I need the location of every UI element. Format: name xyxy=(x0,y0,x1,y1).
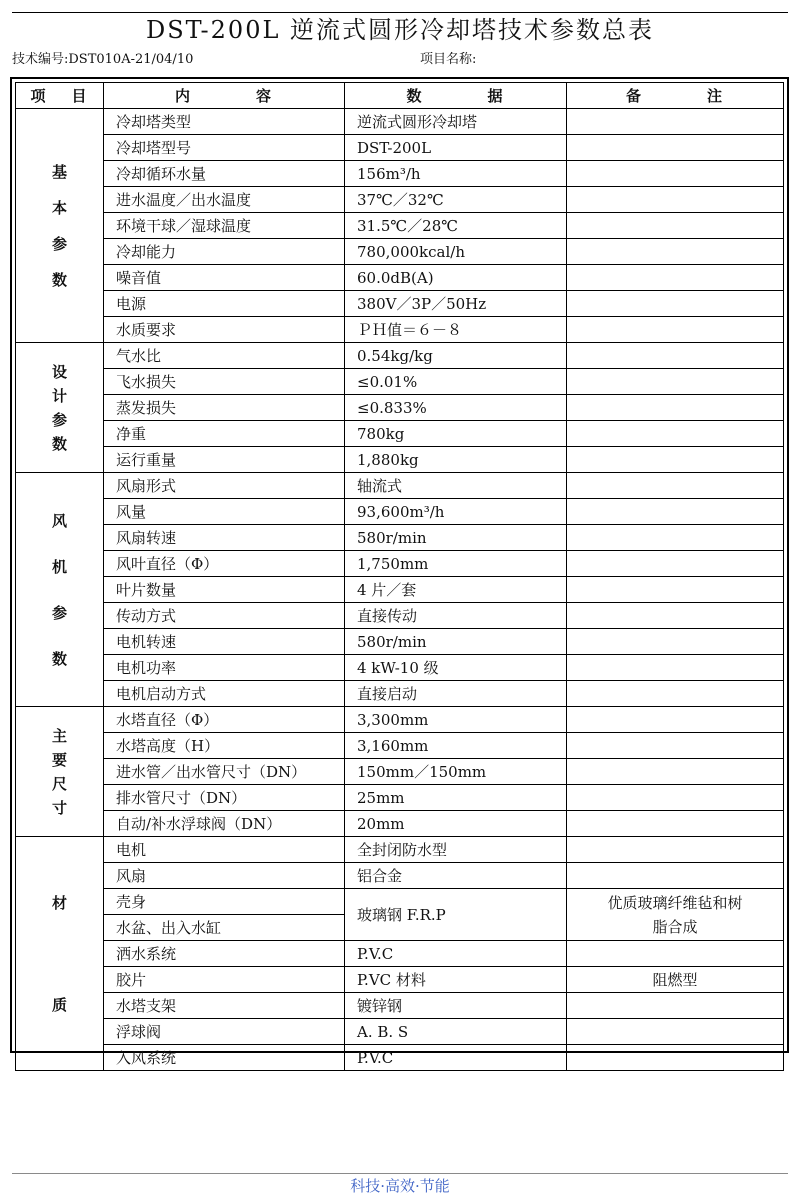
category-char: 机 xyxy=(51,557,67,576)
table-row xyxy=(16,395,784,421)
header-note: 备 注 xyxy=(567,83,784,109)
table-row xyxy=(16,1045,784,1071)
table-row xyxy=(16,941,784,967)
category-cell xyxy=(16,707,104,837)
content-cell: 冷却能力 xyxy=(104,239,345,265)
parameter-table-frame xyxy=(10,77,789,1067)
content-cell: 电机启动方式 xyxy=(104,681,345,707)
category-char: 主 xyxy=(51,726,67,745)
table-row xyxy=(16,707,784,733)
table-row xyxy=(16,577,784,603)
table-row xyxy=(16,993,784,1019)
table-row xyxy=(16,499,784,525)
note-cell xyxy=(567,317,784,343)
data-cell: 93,600m³/h xyxy=(345,499,567,525)
data-cell: P.VC 材料 xyxy=(345,967,567,993)
note-cell xyxy=(567,1045,784,1071)
note-cell xyxy=(567,655,784,681)
content-cell: 电机功率 xyxy=(104,655,345,681)
data-cell: A. B. S xyxy=(345,1019,567,1045)
bottom-rule xyxy=(12,1173,788,1174)
category-char: 参 xyxy=(51,234,67,253)
data-cell: DST-200L xyxy=(345,135,567,161)
category-char: 材 xyxy=(51,893,67,912)
category-cell xyxy=(16,109,104,343)
content-cell: 壳身 xyxy=(104,889,345,915)
note-cell xyxy=(567,811,784,837)
category-char: 要 xyxy=(51,750,67,769)
data-cell: 3,160mm xyxy=(345,733,567,759)
content-cell: 风量 xyxy=(104,499,345,525)
note-cell xyxy=(567,265,784,291)
content-cell: 风扇形式 xyxy=(104,473,345,499)
content-cell: 风叶直径（Φ） xyxy=(104,551,345,577)
data-cell: 镀锌钢 xyxy=(345,993,567,1019)
table-row xyxy=(16,343,784,369)
content-cell: 胶片 xyxy=(104,967,345,993)
table-row xyxy=(16,811,784,837)
table-row xyxy=(16,733,784,759)
table-row xyxy=(16,889,784,915)
data-cell: 20mm xyxy=(345,811,567,837)
note-cell xyxy=(567,291,784,317)
data-cell: ＰＨ值＝６－８ xyxy=(345,317,567,343)
note-cell: 阻燃型 xyxy=(567,967,784,993)
content-cell: 风扇转速 xyxy=(104,525,345,551)
note-cell xyxy=(567,681,784,707)
table-row xyxy=(16,967,784,993)
note-cell xyxy=(567,863,784,889)
header-data: 数 据 xyxy=(345,83,567,109)
note-cell xyxy=(567,993,784,1019)
header-item: 项 目 xyxy=(16,83,104,109)
content-cell: 叶片数量 xyxy=(104,577,345,603)
content-cell: 水塔直径（Φ） xyxy=(104,707,345,733)
data-cell: ≤0.833% xyxy=(345,395,567,421)
table-row xyxy=(16,525,784,551)
table-row xyxy=(16,161,784,187)
category-char: 质 xyxy=(51,995,67,1014)
content-cell: 洒水系统 xyxy=(104,941,345,967)
table-row xyxy=(16,135,784,161)
note-cell xyxy=(567,1019,784,1045)
table-row xyxy=(16,837,784,863)
category-char: 数 xyxy=(51,649,67,668)
data-cell: 铝合金 xyxy=(345,863,567,889)
content-cell: 进水管／出水管尺寸（DN） xyxy=(104,759,345,785)
content-cell: 水质要求 xyxy=(104,317,345,343)
table-row xyxy=(16,291,784,317)
note-cell xyxy=(567,629,784,655)
content-cell: 电机 xyxy=(104,837,345,863)
content-cell: 环境干球／湿球温度 xyxy=(104,213,345,239)
table-row xyxy=(16,213,784,239)
content-cell: 浮球阀 xyxy=(104,1019,345,1045)
data-cell: 全封闭防水型 xyxy=(345,837,567,863)
content-cell: 入风系统 xyxy=(104,1045,345,1071)
table-row xyxy=(16,421,784,447)
note-cell xyxy=(567,603,784,629)
note-cell xyxy=(567,525,784,551)
table-row xyxy=(16,473,784,499)
data-cell: 580r/min xyxy=(345,629,567,655)
table-row xyxy=(16,759,784,785)
content-cell: 冷却塔类型 xyxy=(104,109,345,135)
content-cell: 排水管尺寸（DN） xyxy=(104,785,345,811)
header-row xyxy=(16,83,784,109)
table-row xyxy=(16,655,784,681)
category-char: 参 xyxy=(51,410,67,429)
content-cell: 蒸发损失 xyxy=(104,395,345,421)
table-row xyxy=(16,265,784,291)
data-cell: P.V.C xyxy=(345,941,567,967)
data-cell: 150mm／150mm xyxy=(345,759,567,785)
data-cell: 1,750mm xyxy=(345,551,567,577)
note-cell xyxy=(567,395,784,421)
data-cell: 60.0dB(A) xyxy=(345,265,567,291)
note-cell xyxy=(567,707,784,733)
note-cell xyxy=(567,213,784,239)
note-cell xyxy=(567,759,784,785)
table-row xyxy=(16,369,784,395)
content-cell: 冷却循环水量 xyxy=(104,161,345,187)
data-cell: ≤0.01% xyxy=(345,369,567,395)
note-cell xyxy=(567,499,784,525)
note-cell xyxy=(567,109,784,135)
table-row xyxy=(16,447,784,473)
note-cell xyxy=(567,447,784,473)
category-cell xyxy=(16,343,104,473)
content-cell: 水塔高度（H） xyxy=(104,733,345,759)
content-cell: 电机转速 xyxy=(104,629,345,655)
category-char: 本 xyxy=(51,198,67,217)
table-row xyxy=(16,109,784,135)
content-cell: 噪音值 xyxy=(104,265,345,291)
note-cell xyxy=(567,421,784,447)
content-cell: 气水比 xyxy=(104,343,345,369)
category-char: 尺 xyxy=(51,774,67,793)
category-char: 基 xyxy=(51,162,67,181)
table-row xyxy=(16,187,784,213)
category-char: 寸 xyxy=(51,798,67,817)
table-row xyxy=(16,681,784,707)
category-char: 数 xyxy=(51,434,67,453)
data-cell: 直接传动 xyxy=(345,603,567,629)
tech-number: 技术编号:DST010A-21/04/10 xyxy=(12,52,194,67)
data-cell: 380V／3P／50Hz xyxy=(345,291,567,317)
table-row xyxy=(16,603,784,629)
category-char: 设 xyxy=(51,362,67,381)
data-cell: 780kg xyxy=(345,421,567,447)
content-cell: 电源 xyxy=(104,291,345,317)
data-cell: P.V.C xyxy=(345,1045,567,1071)
content-cell: 自动/补水浮球阀（DN） xyxy=(104,811,345,837)
project-name: 项目名称: xyxy=(420,52,477,67)
data-cell: 25mm xyxy=(345,785,567,811)
data-cell: 1,880kg xyxy=(345,447,567,473)
top-rule xyxy=(12,12,788,13)
note-cell xyxy=(567,239,784,265)
data-cell: 4 片／套 xyxy=(345,577,567,603)
table-row xyxy=(16,1019,784,1045)
content-cell: 水塔支架 xyxy=(104,993,345,1019)
footer-slogan: 科技·高效·节能 xyxy=(350,1177,450,1195)
category-char: 参 xyxy=(51,603,67,622)
content-cell: 冷却塔型号 xyxy=(104,135,345,161)
note-cell xyxy=(567,187,784,213)
data-cell: 玻璃钢 F.R.P xyxy=(345,889,567,941)
header-content: 内 容 xyxy=(104,83,345,109)
note-cell xyxy=(567,343,784,369)
note-cell xyxy=(567,161,784,187)
table-row xyxy=(16,317,784,343)
data-cell: 逆流式圆形冷却塔 xyxy=(345,109,567,135)
category-cell xyxy=(16,837,104,1071)
category-char: 风 xyxy=(51,511,67,530)
note-cell xyxy=(567,369,784,395)
data-cell: 4 kW-10 级 xyxy=(345,655,567,681)
note-cell xyxy=(567,733,784,759)
table-row xyxy=(16,785,784,811)
content-cell: 风扇 xyxy=(104,863,345,889)
note-cell xyxy=(567,135,784,161)
category-char: 计 xyxy=(51,386,67,405)
content-cell: 传动方式 xyxy=(104,603,345,629)
content-cell: 水盆、出入水缸 xyxy=(104,915,345,941)
category-cell xyxy=(16,473,104,707)
data-cell: 156m³/h xyxy=(345,161,567,187)
data-cell: 3,300mm xyxy=(345,707,567,733)
data-cell: 直接启动 xyxy=(345,681,567,707)
parameter-table xyxy=(15,82,784,1071)
note-cell xyxy=(567,473,784,499)
note-cell xyxy=(567,551,784,577)
data-cell: 0.54kg/kg xyxy=(345,343,567,369)
page-title: DST-200L 逆流式圆形冷却塔技术参数总表 xyxy=(145,16,655,44)
data-cell: 37℃／32℃ xyxy=(345,187,567,213)
table-row xyxy=(16,551,784,577)
content-cell: 飞水损失 xyxy=(104,369,345,395)
data-cell: 580r/min xyxy=(345,525,567,551)
data-cell: 轴流式 xyxy=(345,473,567,499)
table-row xyxy=(16,863,784,889)
data-cell: 780,000kcal/h xyxy=(345,239,567,265)
data-cell: 31.5℃／28℃ xyxy=(345,213,567,239)
note-cell xyxy=(567,785,784,811)
table-row xyxy=(16,239,784,265)
content-cell: 运行重量 xyxy=(104,447,345,473)
content-cell: 净重 xyxy=(104,421,345,447)
note-cell: 优质玻璃纤维毡和树脂合成 xyxy=(567,889,784,941)
note-cell xyxy=(567,837,784,863)
table-row xyxy=(16,629,784,655)
category-char: 数 xyxy=(51,270,67,289)
note-cell xyxy=(567,941,784,967)
content-cell: 进水温度／出水温度 xyxy=(104,187,345,213)
note-cell xyxy=(567,577,784,603)
